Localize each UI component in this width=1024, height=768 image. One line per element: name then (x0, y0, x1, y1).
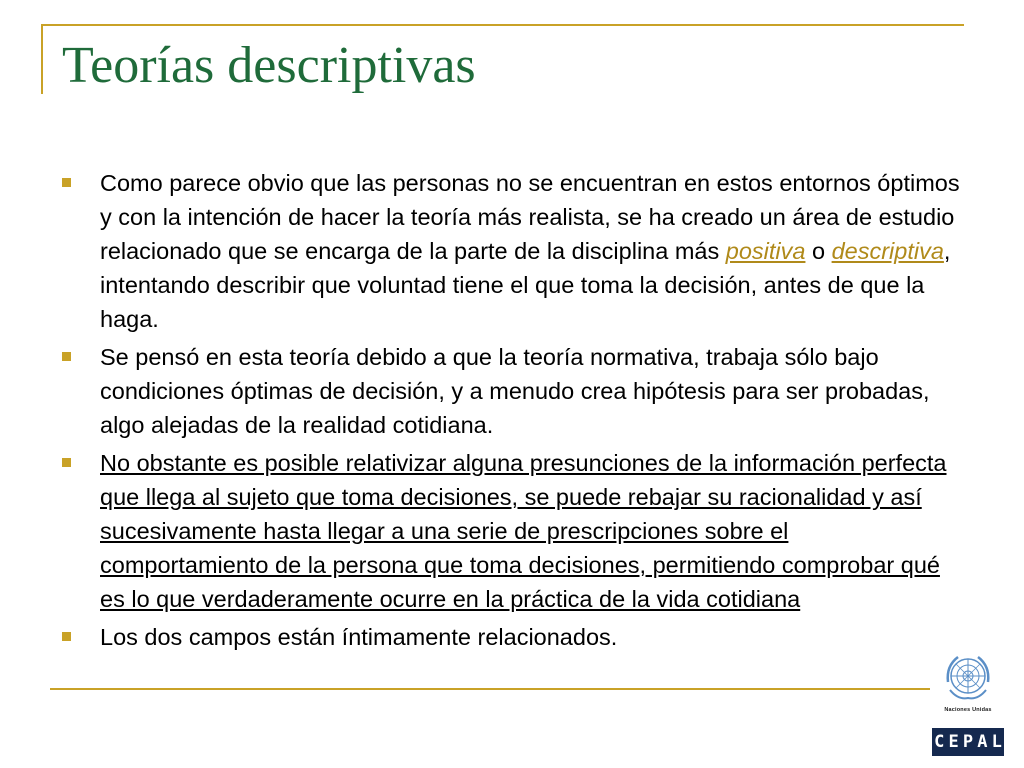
bullet-1-text-mid: o (805, 238, 832, 264)
bullet-item-1 (62, 166, 962, 336)
square-bullet-icon (62, 352, 71, 361)
un-caption: Naciones Unidas (944, 707, 992, 713)
bullet-list (62, 166, 962, 658)
un-emblem-icon (942, 652, 994, 704)
cepal-logo (932, 652, 1004, 760)
cepal-letter-l: L (991, 732, 1002, 752)
bullet-item-4 (62, 620, 962, 654)
cepal-letter-e: E (948, 732, 959, 752)
bullet-item-3 (62, 446, 962, 616)
cepal-letter-c: C (934, 732, 945, 752)
bullet-2-text: Se pensó en esta teoría debido a que la teoría normativa, trabaja sólo bajo condiciones óptimas de decisión, y a menudo crea hipótesis para ser probadas, algo alejadas de la realidad cotidiana. (100, 344, 930, 438)
square-bullet-icon (62, 458, 71, 467)
frame-left-line (41, 24, 43, 94)
bullet-1-text-end: , intentando describir que voluntad tiene el que toma la decisión, antes de que la haga. (100, 238, 951, 332)
cepal-letter-p: P (962, 732, 974, 752)
bullet-1-text-start: Como parece obvio que las personas no se encuentran en estos entornos óptimos y con la intención de hacer la teoría más realista, se ha creado un área de estudio relacionado que se encarga de la parte de la disciplina más (100, 170, 960, 264)
frame-top-line (41, 24, 964, 26)
square-bullet-icon (62, 178, 71, 187)
bullet-3-text: No obstante es posible relativizar alguna presunciones de la información perfecta que llega al sujeto que toma decisiones, se puede rebajar su racionalidad y así sucesivamente hasta llegar a una serie de prescripciones sobre el comportamiento de la persona que toma decisiones, permitiendo comprobar qué es lo que verdaderamente ocurre en la práctica de la vida cotidiana (100, 450, 947, 612)
descriptiva-link[interactable]: descriptiva (831, 238, 944, 264)
bullet-item-2 (62, 340, 962, 442)
square-bullet-icon (62, 632, 71, 641)
bullet-4-text: Los dos campos están íntimamente relacionados. (100, 624, 618, 650)
cepal-wordmark (932, 728, 1004, 756)
cepal-letter-a: A (977, 732, 988, 752)
footer-divider (50, 688, 930, 690)
slide-title: Teorías descriptivas (62, 37, 476, 94)
positiva-link[interactable]: positiva (725, 238, 806, 264)
